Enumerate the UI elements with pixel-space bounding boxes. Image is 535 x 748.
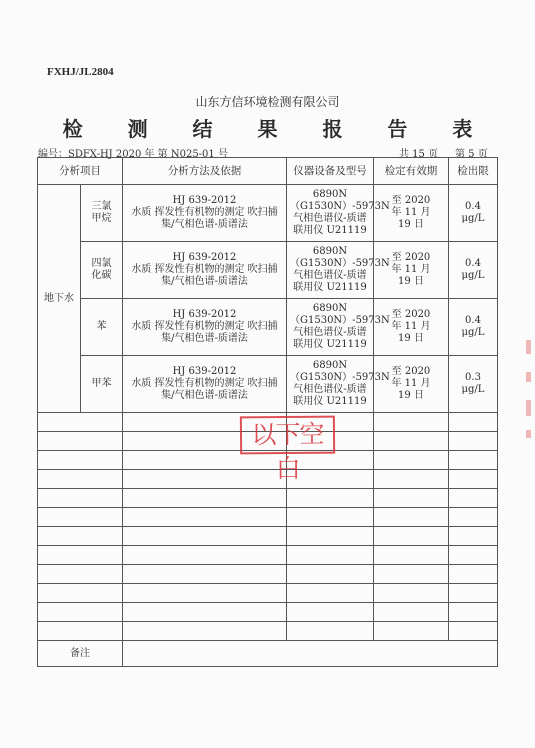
empty-cell xyxy=(449,451,498,470)
empty-row xyxy=(38,508,498,527)
analysis-item: 三氯甲烷 xyxy=(81,185,123,242)
empty-cell xyxy=(38,546,123,565)
empty-row xyxy=(38,546,498,565)
empty-cell xyxy=(123,546,287,565)
empty-cell xyxy=(287,546,374,565)
empty-cell xyxy=(449,489,498,508)
header-cell: 仪器设备及型号 xyxy=(287,158,374,185)
report-title: 检 测 结 果 报 告 表 xyxy=(62,117,492,141)
table-header-row xyxy=(38,158,498,185)
empty-cell xyxy=(449,470,498,489)
empty-cell xyxy=(123,565,287,584)
empty-cell xyxy=(449,546,498,565)
empty-cell xyxy=(449,527,498,546)
empty-row xyxy=(38,489,498,508)
empty-cell xyxy=(38,413,123,432)
remarks-row xyxy=(38,641,498,667)
instrument: 6890N（G1530N）-5973N 气相色谱仪-质谱联用仪 U21119 xyxy=(287,356,374,413)
method-description: 水质 挥发性有机物的测定 吹扫捕集/气相色谱-质谱法 xyxy=(131,207,278,230)
empty-cell xyxy=(38,470,123,489)
empty-cell xyxy=(374,489,449,508)
empty-cell xyxy=(123,470,287,489)
header-cell: 检定有效期 xyxy=(374,158,449,185)
method-cell xyxy=(123,356,287,413)
empty-row xyxy=(38,470,498,489)
results-table xyxy=(37,157,498,667)
empty-row xyxy=(38,603,498,622)
edge-seal-mark xyxy=(526,372,531,382)
empty-cell xyxy=(38,622,123,641)
empty-row xyxy=(38,622,498,641)
blank-below-stamp: 以下空白 xyxy=(240,416,335,455)
empty-cell xyxy=(38,508,123,527)
validity: 至 2020 年 11 月 19 日 xyxy=(374,299,449,356)
method-cell xyxy=(123,242,287,299)
instrument: 6890N（G1530N）-5973N 气相色谱仪-质谱联用仪 U21119 xyxy=(287,185,374,242)
remarks-label: 备注 xyxy=(38,641,123,667)
table-row xyxy=(38,299,498,356)
validity: 至 2020 年 11 月 19 日 xyxy=(374,356,449,413)
empty-cell xyxy=(287,584,374,603)
detection-limit: 0.4 μg/L xyxy=(449,185,498,242)
document-code: FXHJ/JL2804 xyxy=(47,66,114,78)
edge-seal-mark xyxy=(526,340,531,354)
empty-cell xyxy=(287,603,374,622)
empty-cell xyxy=(38,489,123,508)
empty-cell xyxy=(374,584,449,603)
empty-cell xyxy=(123,584,287,603)
analysis-item: 苯 xyxy=(81,299,123,356)
empty-cell xyxy=(374,451,449,470)
empty-cell xyxy=(287,622,374,641)
method-description: 水质 挥发性有机物的测定 吹扫捕集/气相色谱-质谱法 xyxy=(131,321,278,344)
validity: 至 2020 年 11 月 19 日 xyxy=(374,242,449,299)
table-row xyxy=(38,242,498,299)
method-standard: HJ 639-2012 xyxy=(172,366,237,377)
edge-seal-mark xyxy=(526,400,531,416)
method-standard: HJ 639-2012 xyxy=(172,252,237,263)
page-number: 第 5 页 xyxy=(455,149,488,160)
validity: 至 2020 年 11 月 19 日 xyxy=(374,185,449,242)
method-description: 水质 挥发性有机物的测定 吹扫捕集/气相色谱-质谱法 xyxy=(131,378,278,401)
detection-limit: 0.4 μg/L xyxy=(449,242,498,299)
empty-cell xyxy=(123,622,287,641)
empty-cell xyxy=(449,565,498,584)
empty-cell xyxy=(374,546,449,565)
empty-cell xyxy=(449,622,498,641)
empty-cell xyxy=(374,527,449,546)
method-standard: HJ 639-2012 xyxy=(172,195,237,206)
analysis-item: 四氯化碳 xyxy=(81,242,123,299)
empty-cell xyxy=(374,622,449,641)
edge-seal-mark xyxy=(526,430,531,438)
empty-cell xyxy=(38,451,123,470)
empty-cell xyxy=(449,508,498,527)
header-cell: 分析方法及依据 xyxy=(123,158,287,185)
empty-cell xyxy=(374,603,449,622)
empty-cell xyxy=(449,603,498,622)
instrument: 6890N（G1530N）-5973N 气相色谱仪-质谱联用仪 U21119 xyxy=(287,242,374,299)
empty-cell xyxy=(449,584,498,603)
sample-group: 地下水 xyxy=(38,185,81,413)
empty-row xyxy=(38,584,498,603)
empty-cell xyxy=(38,527,123,546)
empty-cell xyxy=(287,489,374,508)
detection-limit: 0.4 μg/L xyxy=(449,299,498,356)
table-row xyxy=(38,185,498,242)
header-cell: 分析项目 xyxy=(38,158,123,185)
detection-limit: 0.3 μg/L xyxy=(449,356,498,413)
empty-cell xyxy=(38,565,123,584)
empty-cell xyxy=(287,565,374,584)
method-cell xyxy=(123,185,287,242)
empty-cell xyxy=(374,565,449,584)
empty-cell xyxy=(449,413,498,432)
empty-row xyxy=(38,565,498,584)
remarks-value xyxy=(123,641,498,667)
empty-cell xyxy=(38,432,123,451)
analysis-item: 甲苯 xyxy=(81,356,123,413)
empty-cell xyxy=(123,527,287,546)
empty-cell xyxy=(449,432,498,451)
header-cell: 检出限 xyxy=(449,158,498,185)
method-description: 水质 挥发性有机物的测定 吹扫捕集/气相色谱-质谱法 xyxy=(131,264,278,287)
method-cell xyxy=(123,299,287,356)
empty-cell xyxy=(38,603,123,622)
empty-row xyxy=(38,527,498,546)
empty-cell xyxy=(287,508,374,527)
empty-cell xyxy=(374,508,449,527)
empty-cell xyxy=(123,489,287,508)
organization-name: 山东方信环境检测有限公司 xyxy=(195,95,340,109)
total-pages: 共 15 页 xyxy=(399,149,439,160)
empty-cell xyxy=(374,413,449,432)
empty-cell xyxy=(123,508,287,527)
table-row xyxy=(38,356,498,413)
empty-cell xyxy=(38,584,123,603)
instrument: 6890N（G1530N）-5973N 气相色谱仪-质谱联用仪 U21119 xyxy=(287,299,374,356)
empty-cell xyxy=(287,527,374,546)
report-number: 编号：SDFX-HJ 2020 年 第 N025-01 号 xyxy=(38,149,228,160)
method-standard: HJ 639-2012 xyxy=(172,309,237,320)
empty-cell xyxy=(123,603,287,622)
empty-cell xyxy=(374,470,449,489)
empty-cell xyxy=(374,432,449,451)
